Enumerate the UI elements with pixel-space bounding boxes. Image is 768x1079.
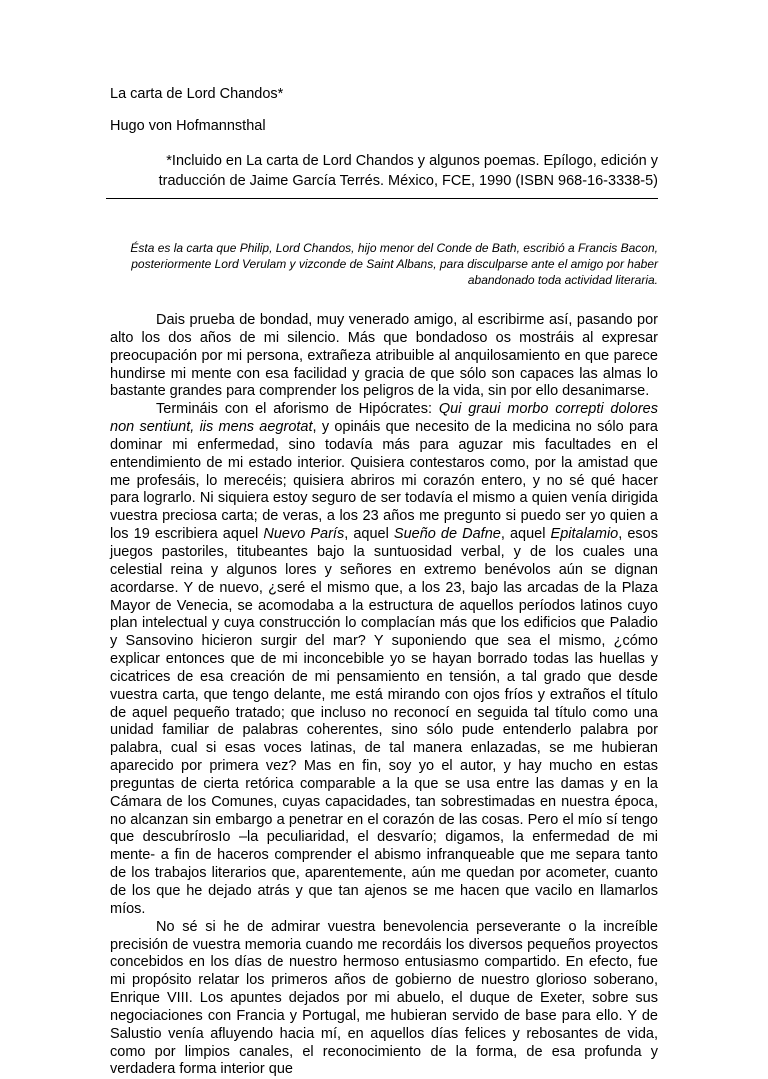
text-span: , aquel: [500, 526, 551, 543]
text-span: Termináis con el aforismo de Hipócrates:: [156, 401, 439, 418]
text-span: , aquel: [344, 526, 394, 543]
text-span: , y opináis que necesito de la medicina no sólo para dominar mi enfermedad, sino todavía más para aguzar mis facultades en el entendimiento de mi estado interior. Quisiera contestaros como, por la amistad que me profesáis, lo merecéis; quisiera abriros mi corazón entero, y no sé qué hacer para lograrlo. Ni siquiera estoy seguro de ser todavía el mismo a quien venía dirigida vuestra preciosa carta; de veras, a los 23 años me pregunto si puedo ser yo quien a los 19 escribiera aquel: [110, 419, 658, 543]
work-title-italic: Nuevo París: [263, 526, 345, 543]
letter-body: [110, 312, 658, 1079]
document-title: La carta de Lord Chandos*: [110, 86, 284, 102]
paragraph-1: Dais prueba de bondad, muy venerado amigo, al escribirme así, pasando por alto los dos años de mi silencio. Más que bondadoso os mostráis al expresar preocupación por mi persona, extrañeza atribuible al anquilosamiento en que parece hundirse mi mente con esa facilidad y gracia de que sólo son capaces las almas lo bastante grandes para comprender los peligros de la vida, sin por ello desanimarse.: [110, 312, 658, 400]
source-note: *Incluido en La carta de Lord Chandos y algunos poemas. Epílogo, edición y traducción de Jaime García Terrés. México, FCE, 1990 (ISBN 968-16-3338-5): [158, 153, 658, 189]
paragraph-2: [110, 401, 658, 918]
work-title-italic: Sueño de Dafne: [393, 526, 501, 543]
work-title-italic: Epitalamio: [550, 526, 619, 543]
text-span: , esos juegos pastoriles, titubeantes bajo la suntuosidad verbal, y de los cuales una celestial reina y algunos lores y señores en extremo benévolos aún se dignan acordarse. Y de nuevo, ¿seré el mismo que, a los 23, bajo las arcadas de la Plaza Mayor de Venecia, se acomodaba a la estructura de aquellos períodos latinos cuyo plan intelectual y cuya construcción lo complacían más que los edificios que Paladio y Sansovino hicieron surgir del mar? Y suponiendo que sea el mismo, ¿cómo explicar entonces que de mi inconcebible yo se hayan borrado todas las huellas y cicatrices de esa creación de mi pensamiento en tensión, a tal grado que desde vuestra carta, que tengo delante, me está mirando con ojos fríos y extraños el título de aquel pequeño tratado; que incluso no reconocí en seguida tal título como una unidad familiar de palabras coherentes, sino sólo pude entenderlo palabra por palabra, cual si esas voces latinas, de tal manera enlazadas, se me hubieran aparecido por primera vez? Mas en fin, soy yo el autor, y hay mucho en estas preguntas de cierta retórica comparable a la que se usa entre las damas y en la Cámara de los Comunes, cuyas capacidades, tan sobrestimadas en nuestra época, no alcanzan sin embargo a penetrar en el corazón de las cosas. Pero el mío sí tengo que descubrírosIo –la peculiaridad, el desvarío; digamos, la enfermedad de mi mente- a fin de haceros comprender el abismo infranqueable que me separa tanto de los trabajos literarios que, aparentemente, aún me quedan por acometer, cuanto de los que he dejado atrás y que tan ajenos se me hacen que vacilo en llamarlos míos.: [110, 526, 658, 917]
epigraph: Ésta es la carta que Philip, Lord Chandos, hijo menor del Conde de Bath, escribió a Francis Bacon, posteriormente Lord Verulam y vizconde de Saint Albans, para disculparse ante el amigo por haber abandonado toda actividad literaria.: [130, 241, 658, 287]
author-name: Hugo von Hofmannsthal: [110, 118, 266, 134]
aphorism-italic: Qui graui morbo correpti dolores non sentiunt, iis mens aegrotat: [110, 401, 658, 436]
horizontal-divider: [106, 198, 658, 199]
paragraph-3: No sé si he de admirar vuestra benevolencia perseverante o la increíble precisión de vuestra memoria cuando me recordáis los diversos pequeños proyectos concebidos en los días de nuestro hermoso entusiasmo compartido. En efecto, fue mi propósito relatar los primeros años de gobierno de nuestro glorioso soberano, Enrique VIII. Los apuntes dejados por mi abuelo, el duque de Exeter, sobre sus negociaciones con Francia y Portugal, me hubieran servido de base para ello. Y de Salustio venía afluyendo hacia mí, en aquellos días felices y rebosantes de vida, como por limpios canales, el reconocimiento de la forma, de esa profunda y verdadera forma interior que: [110, 918, 658, 1078]
